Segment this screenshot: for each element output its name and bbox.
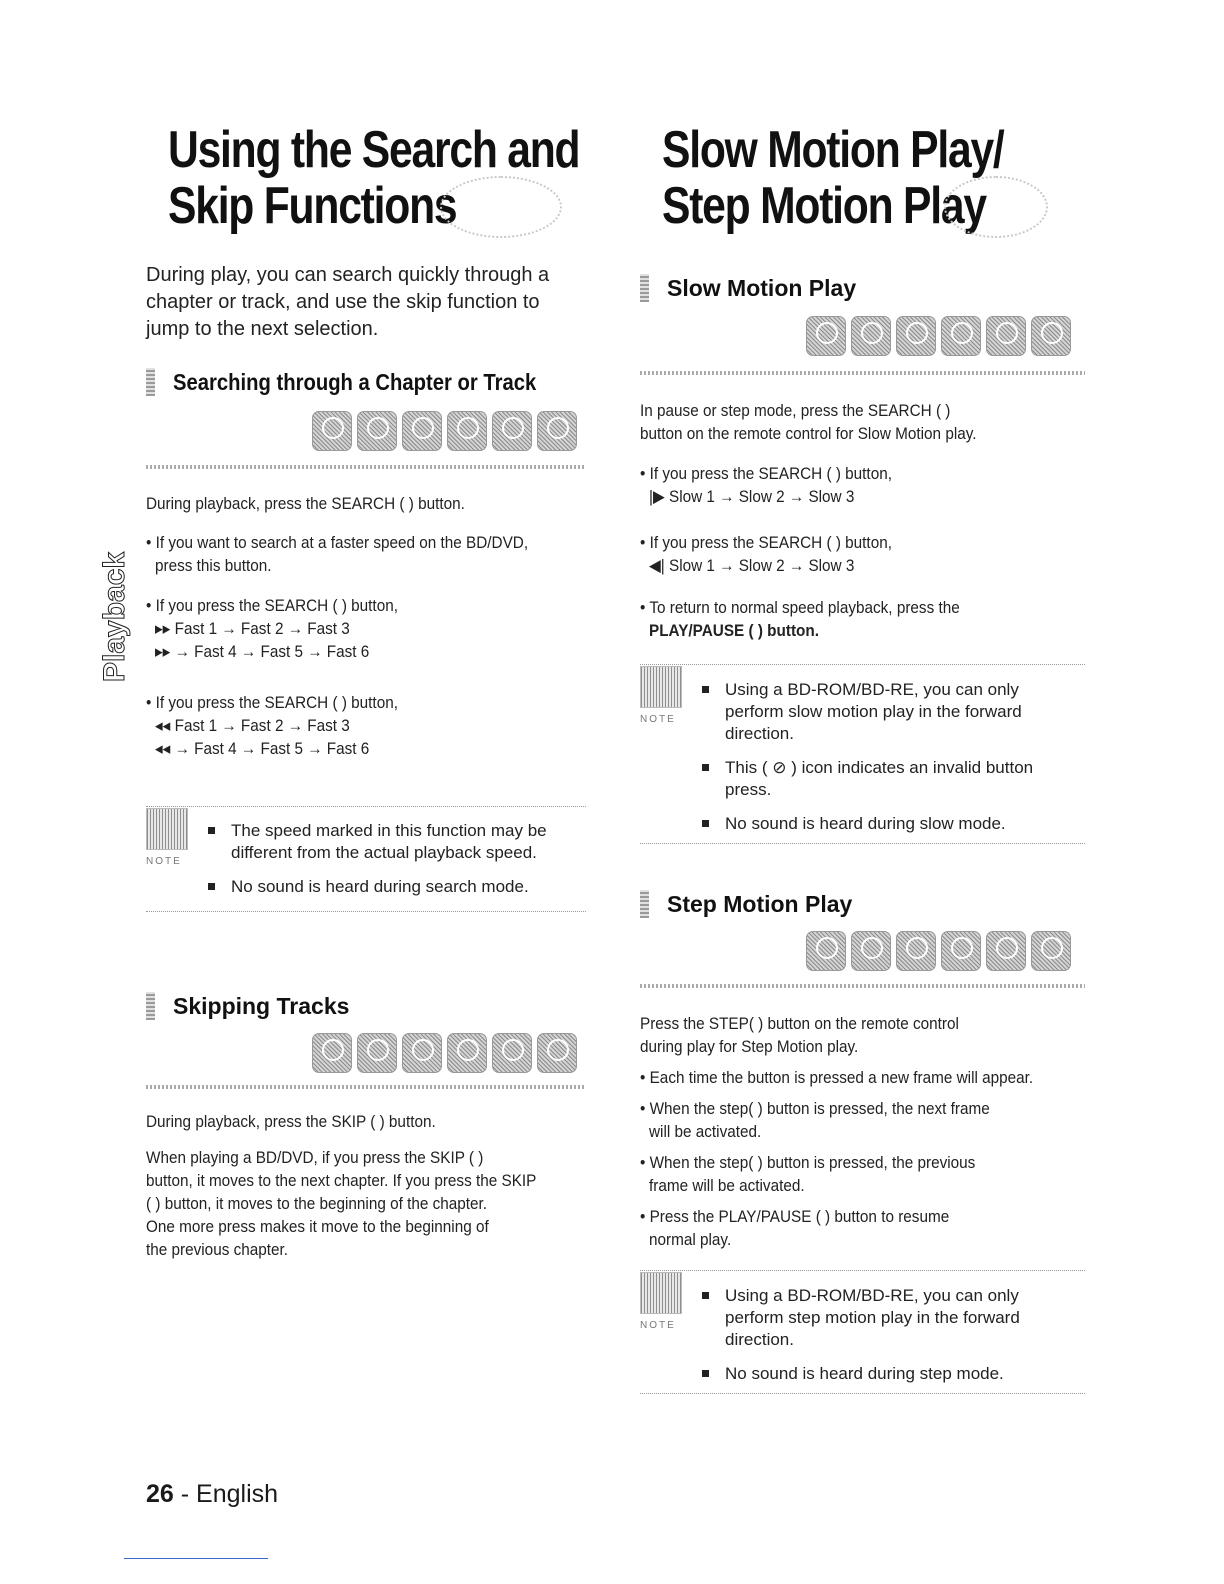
slow-section-heading: Slow Motion Play xyxy=(640,274,1085,302)
disc-icon xyxy=(986,316,1026,356)
divider xyxy=(640,984,1085,988)
note-label: NOTE xyxy=(640,714,676,725)
disc-icon xyxy=(537,411,577,451)
skip-body: During playback, press the SKIP ( ) button. xyxy=(146,1112,436,1131)
rewind-sequence: ◂◂ → Fast 4 → Fast 5 → Fast 6 xyxy=(155,739,370,758)
step-body: Press the STEP( ) button on the remote control during play for Step Motion play. xyxy=(640,1014,959,1056)
note-item: Using a BD-ROM/BD-RE, you can only perform slow motion play in the forward direction. xyxy=(702,679,1072,745)
disc-icon xyxy=(896,316,936,356)
skip-paragraph: When playing a BD/DVD, if you press the SKIP ( ) button, it moves to the next chapter. If you press the SKIP ( ) button, it moves to the beginning of the chapter. One more press makes it move to the beginning of the previous chapter. xyxy=(146,1148,537,1259)
note-item: Using a BD-ROM/BD-RE, you can only perform step motion play in the forward direction. xyxy=(702,1285,1072,1351)
note-list xyxy=(702,1285,1072,1385)
step-section-heading: Step Motion Play xyxy=(640,890,1085,918)
disc-type-icons xyxy=(312,411,577,451)
search-body: During playback, press the SEARCH ( ) button. xyxy=(146,494,465,513)
footer-language: English xyxy=(196,1480,279,1508)
disc-icon xyxy=(447,1033,487,1073)
slow-forward-icon: |▶ xyxy=(649,487,669,506)
divider xyxy=(640,371,1085,375)
note-item: No sound is heard during step mode. xyxy=(702,1363,1072,1385)
note-divider xyxy=(146,806,586,808)
note-list xyxy=(208,820,578,898)
note-icon xyxy=(640,1272,682,1314)
slow-forward-sequence: |▶ Slow 1 → Slow 2 → Slow 3 xyxy=(649,487,855,506)
rewind-icon: ◂◂ xyxy=(155,716,175,735)
disc-icon xyxy=(357,411,397,451)
slow-bullet1: • If you press the SEARCH ( ) button, |▶ Slow 1 → Slow 2 → Slow 3 xyxy=(640,464,892,506)
note-divider xyxy=(640,843,1085,845)
search-section-heading: Searching through a Chapter or Track xyxy=(146,368,586,396)
heading-bar xyxy=(640,274,649,302)
note-divider xyxy=(640,664,1085,666)
right-title-line2: Step Motion Play xyxy=(662,177,986,235)
rewind-sequence: ◂◂ Fast 1 → Fast 2 → Fast 3 xyxy=(155,716,350,735)
slow-bullet3: • To return to normal speed playback, press the PLAY/PAUSE ( ) button. xyxy=(640,598,960,640)
decorative-disc-icon xyxy=(440,176,562,238)
fast-forward-icon: ▸▸ xyxy=(155,642,175,661)
search-bullet2: • If you press the SEARCH ( ) button, ▸▸ Fast 1 → Fast 2 → Fast 3 ▸▸ → Fast 4 → Fast 5 → Fast 6 xyxy=(146,596,398,661)
skip-section-heading: Skipping Tracks xyxy=(146,992,586,1020)
left-title-line1: Using the Search and xyxy=(168,121,580,179)
disc-icon xyxy=(312,411,352,451)
note-icon xyxy=(640,666,682,708)
disc-icon xyxy=(896,931,936,971)
page-number: 26 xyxy=(146,1480,174,1508)
step-bullet: • Each time the button is pressed a new frame will appear. xyxy=(640,1068,1034,1087)
disc-icon xyxy=(537,1033,577,1073)
note-list xyxy=(702,679,1072,835)
disc-icon xyxy=(402,1033,442,1073)
disc-icon xyxy=(402,411,442,451)
disc-icon xyxy=(1031,316,1071,356)
footer-separator: - xyxy=(173,1480,197,1508)
disc-icon xyxy=(851,931,891,971)
disc-icon xyxy=(941,931,981,971)
fast-forward-sequence: ▸▸ → Fast 4 → Fast 5 → Fast 6 xyxy=(155,642,370,661)
step-bullet: • Press the PLAY/PAUSE ( ) button to resume normal play. xyxy=(640,1207,950,1249)
footer-rule xyxy=(124,1558,268,1559)
step-bullet: • When the step( ) button is pressed, the next frame will be activated. xyxy=(640,1099,990,1141)
step-bullets xyxy=(640,1066,1033,1251)
divider xyxy=(146,465,586,469)
slow-bullet2: • If you press the SEARCH ( ) button, ◀| Slow 1 → Slow 2 → Slow 3 xyxy=(640,533,892,575)
search-bullet1: • If you want to search at a faster speed on the BD/DVD, press this button. xyxy=(146,533,529,575)
disc-icon xyxy=(1031,931,1071,971)
note-divider xyxy=(640,1393,1085,1395)
note-item: The speed marked in this function may be different from the actual playback speed. xyxy=(208,820,578,864)
disc-icon xyxy=(447,411,487,451)
note-label: NOTE xyxy=(640,1320,676,1331)
disc-icon xyxy=(492,1033,532,1073)
disc-icon xyxy=(851,316,891,356)
note-item: No sound is heard during slow mode. xyxy=(702,813,1072,835)
disc-type-icons xyxy=(806,316,1071,356)
disc-icon xyxy=(806,316,846,356)
side-tab-label: Playback xyxy=(98,551,131,682)
disc-icon xyxy=(986,931,1026,971)
intro-text: During play, you can search quickly through a chapter or track, and use the skip function to jump to the next selection. xyxy=(146,264,550,340)
page-footer xyxy=(146,1480,278,1509)
disc-icon xyxy=(492,411,532,451)
note-item: This ( ⊘ ) icon indicates an invalid button press. xyxy=(702,757,1072,801)
note-divider xyxy=(640,1270,1085,1272)
note-icon xyxy=(146,808,188,850)
disc-icon xyxy=(357,1033,397,1073)
heading-bar xyxy=(146,368,155,396)
disc-type-icons xyxy=(806,931,1071,971)
disc-icon xyxy=(806,931,846,971)
disc-icon xyxy=(312,1033,352,1073)
disc-type-icons xyxy=(312,1033,577,1073)
slow-reverse-sequence: ◀| Slow 1 → Slow 2 → Slow 3 xyxy=(649,556,855,575)
fast-forward-sequence: ▸▸ Fast 1 → Fast 2 → Fast 3 xyxy=(155,619,350,638)
note-divider xyxy=(146,911,586,913)
note-item: No sound is heard during search mode. xyxy=(208,876,578,898)
slow-reverse-icon: ◀| xyxy=(649,556,669,575)
note-label: NOTE xyxy=(146,856,182,867)
search-bullet3: • If you press the SEARCH ( ) button, ◂◂ Fast 1 → Fast 2 → Fast 3 ◂◂ → Fast 4 → Fast 5 → Fast 6 xyxy=(146,693,398,758)
slow-body: In pause or step mode, press the SEARCH ( ) button on the remote control for Slow Motion play. xyxy=(640,401,977,443)
divider xyxy=(146,1085,586,1089)
disc-icon xyxy=(941,316,981,356)
rewind-icon: ◂◂ xyxy=(155,739,175,758)
step-bullet: • When the step( ) button is pressed, the previous frame will be activated. xyxy=(640,1153,976,1195)
fast-forward-icon: ▸▸ xyxy=(155,619,175,638)
heading-bar xyxy=(640,890,649,918)
decorative-disc-icon xyxy=(944,176,1048,238)
heading-bar xyxy=(146,992,155,1020)
left-title-line2: Skip Functions xyxy=(168,177,457,235)
right-title-line1: Slow Motion Play/ xyxy=(662,121,1004,179)
